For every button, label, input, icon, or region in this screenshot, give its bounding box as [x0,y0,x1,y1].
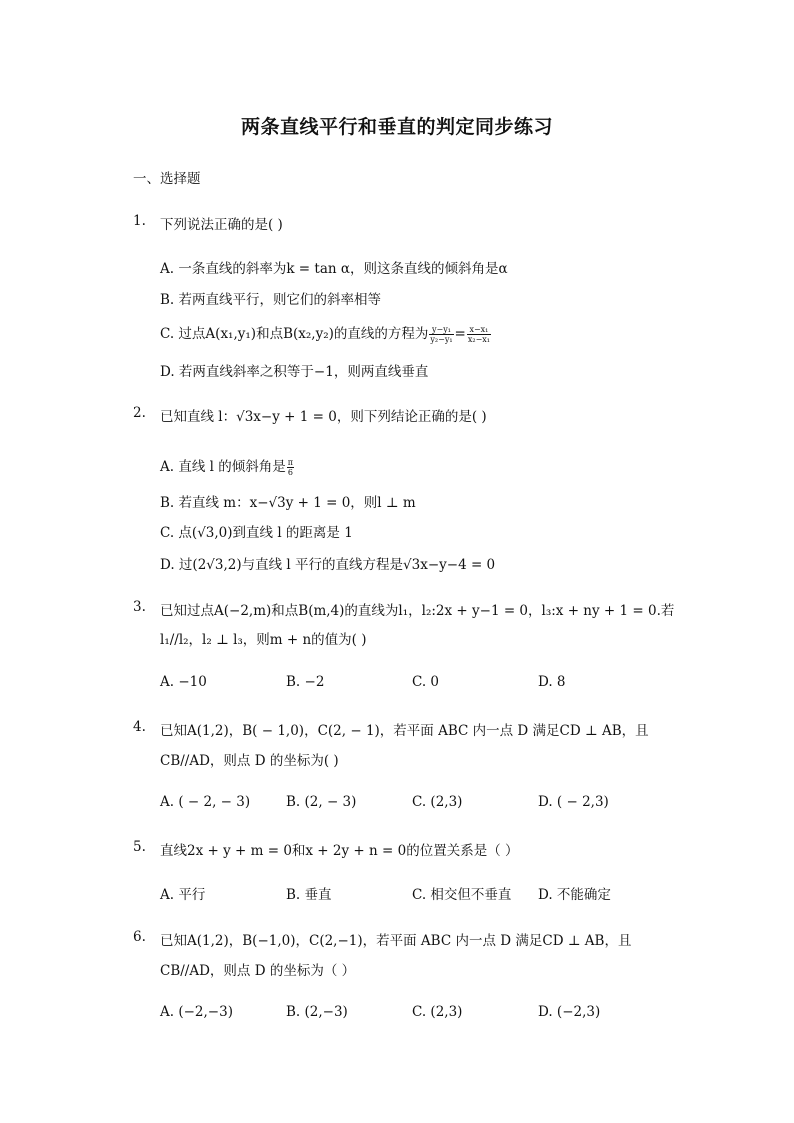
option-d: D. 8 [538,674,566,690]
question-text: 已知A(1,2)，B( − 1,0)，C(2, − 1)，若平面 ABC 内一点 D 满足CD ⊥ AB，且 [160,723,649,739]
option-c: C. 0 [412,674,440,690]
option-c: C. (2,3) [412,794,463,810]
question-text: 已知过点A(−2,m)和点B(m,4)的直线为l₁，l₂:2x + y−1 = 0，l₃:x + ny + 1 = 0.若 [160,603,675,619]
option-b: B. 若直线 m：x−√3y + 1 = 0，则l ⊥ m [160,495,416,511]
question-number: 3. [133,599,146,615]
option-d: D. 若两直线斜率之积等于−1，则两直线垂直 [160,364,429,380]
fraction-numerator: y−y₁ [429,325,453,335]
fraction-denominator: 6 [287,468,293,477]
fraction [429,325,453,344]
question-text-cont: CB//AD，则点 D 的坐标为（ ） [160,963,356,979]
option-b: B. (2, − 3) [286,794,357,810]
option-b: B. 若两直线平行，则它们的斜率相等 [160,292,382,308]
option-c: C. (2,3) [412,1004,463,1020]
question-text-cont: CB//AD，则点 D 的坐标为( ) [160,753,339,769]
question-number: 5. [133,839,146,855]
question-text: 已知直线 l：√3x−y + 1 = 0，则下列结论正确的是( ) [160,409,487,425]
fraction [467,325,491,344]
question-number: 2. [133,405,146,421]
question-text: 已知A(1,2)，B(−1,0)，C(2,−1)，若平面 ABC 内一点 D 满足CD ⊥ AB，且 [160,933,632,949]
option-d: D. 过(2√3,2)与直线 l 平行的直线方程是√3x−y−4 = 0 [160,557,496,573]
option-c-text: C. 过点A(x₁,y₁)和点B(x₂,y₂)的直线的方程为 [160,326,429,342]
option-d: D. ( − 2,3) [538,794,609,810]
option-c: C. 点(√3,0)到直线 l 的距离是 1 [160,525,353,541]
option-c: C. 相交但不垂直 [412,887,512,903]
option-b: B. 垂直 [286,887,332,903]
option-a: A. 平行 [160,887,206,903]
fraction-denominator: y₂−y₁ [430,335,453,344]
option-a [160,455,295,477]
option-a-text: A. 直线 l 的倾斜角是 [160,459,286,475]
fraction-denominator: x₂−x₁ [467,335,490,344]
question-number: 4. [133,719,146,735]
option-d: D. (−2,3) [538,1004,601,1020]
page-title: 两条直线平行和垂直的判定同步练习 [240,116,553,138]
section-heading: 一、选择题 [133,171,201,187]
question-text: 直线2x + y + m = 0和x + 2y + n = 0的位置关系是（ ） [160,843,519,859]
option-c [160,322,492,344]
option-d: D. 不能确定 [538,887,611,903]
option-a: A. ( − 2, − 3) [160,794,251,810]
question-text-cont: l₁//l₂，l₂ ⊥ l₃，则m + n的值为( ) [160,632,367,648]
option-a: A. −10 [160,674,207,690]
question-number: 6. [133,929,146,945]
fraction [287,458,294,477]
question-number: 1. [133,213,146,229]
option-b: B. (2,−3) [286,1004,348,1020]
equals-sign: = [454,326,466,342]
fraction-numerator: π [287,458,293,467]
question-text: 下列说法正确的是( ) [160,217,283,233]
option-a: A. 一条直线的斜率为k = tan α，则这条直线的倾斜角是α [160,261,508,277]
fraction-numerator: x−x₁ [467,325,491,335]
option-a: A. (−2,−3) [160,1004,233,1020]
option-b: B. −2 [286,674,325,690]
